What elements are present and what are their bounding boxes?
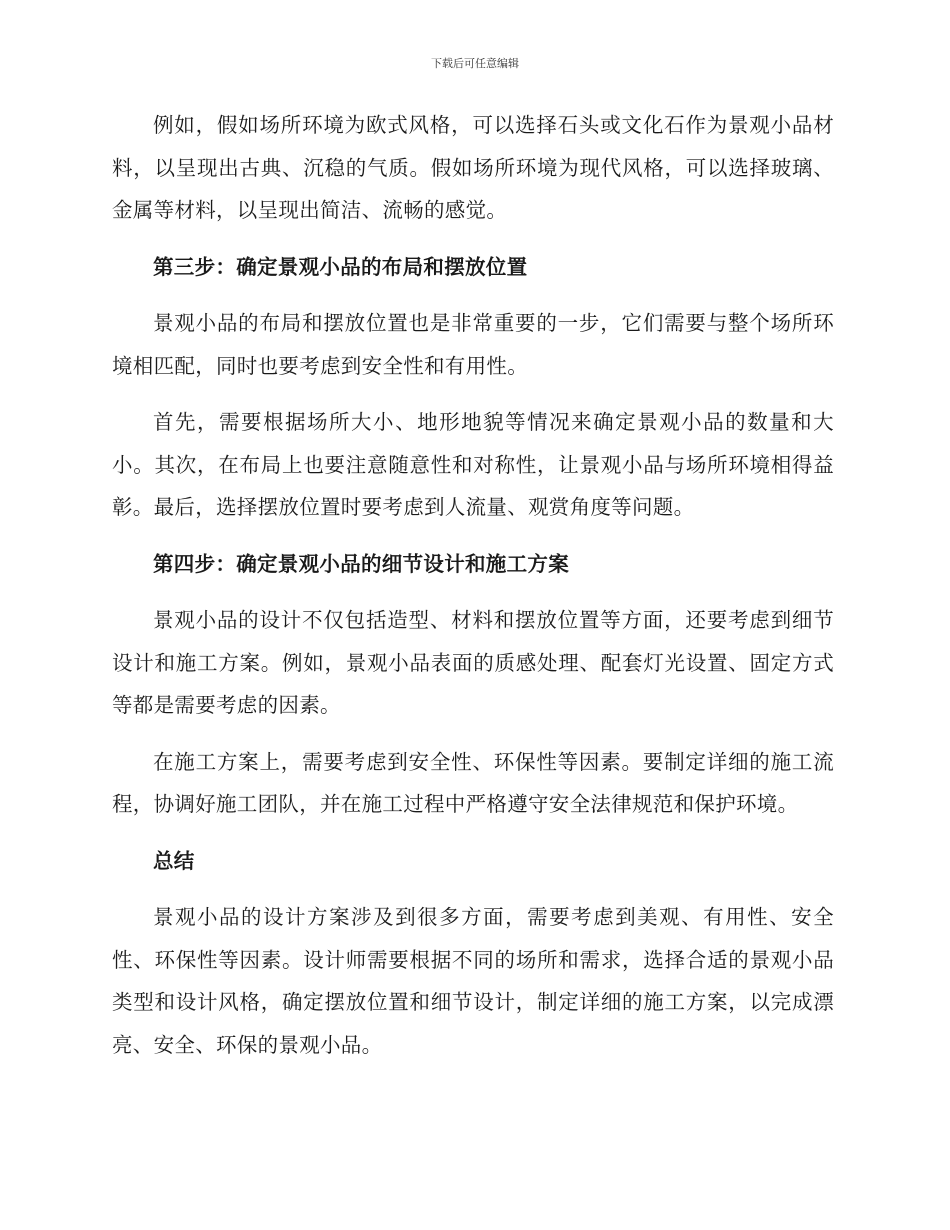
heading-step-three: 第三步：确定景观小品的布局和摆放位置 [153, 254, 528, 279]
paragraph-layout-intro: 景观小品的布局和摆放位置也是非常重要的一步，它们需要与整个场所环境相匹配，同时也要考虑到安全性和有用性。 [112, 311, 834, 378]
heading-step-four: 第四步：确定景观小品的细节设计和施工方案 [153, 551, 569, 576]
paragraph-summary: 景观小品的设计方案涉及到很多方面，需要考虑到美观、有用性、安全性、环保性等因素。设计师需要根据不同的场所和需求，选择合适的景观小品类型和设计风格，确定摆放位置和细节设计，制定详细的施工方案，以完成漂亮、安全、环保的景观小品。 [112, 905, 834, 1057]
paragraph-detail-design: 景观小品的设计不仅包括造型、材料和摆放位置等方面，还要考虑到细节设计和施工方案。例如，景观小品表面的质感处理、配套灯光设置、固定方式等都是需要考虑的因素。 [112, 608, 834, 717]
page-header: 下载后可任意编辑 [431, 57, 519, 70]
paragraph-style-materials: 例如，假如场所环境为欧式风格，可以选择石头或文化石作为景观小品材料，以呈现出古典、沉稳的气质。假如场所环境为现代风格，可以选择玻璃、金属等材料，以呈现出简洁、流畅的感觉。 [112, 113, 834, 222]
document-body [112, 104, 834, 1080]
heading-summary: 总结 [153, 848, 195, 873]
paragraph-construction-plan: 在施工方案上，需要考虑到安全性、环保性等因素。要制定详细的施工流程，协调好施工团队，并在施工过程中严格遵守安全法律规范和保护环境。 [112, 749, 834, 816]
paragraph-layout-details: 首先，需要根据场所大小、地形地貌等情况来确定景观小品的数量和大小。其次，在布局上也要注意随意性和对称性，让景观小品与场所环境相得益彰。最后，选择摆放位置时要考虑到人流量、观赏角度等问题。 [112, 410, 834, 519]
